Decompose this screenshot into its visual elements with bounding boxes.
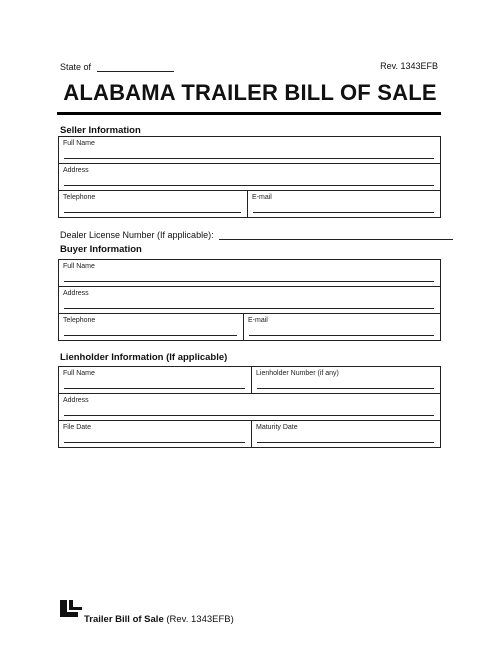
lienholder-maturity-date-field[interactable]	[252, 421, 441, 448]
seller-address-field[interactable]	[59, 164, 441, 191]
header-revision: Rev. 1343EFB	[380, 61, 438, 71]
lienholder-file-date-field[interactable]	[59, 421, 252, 448]
seller-email-field[interactable]	[248, 191, 441, 218]
state-blank[interactable]	[97, 61, 174, 72]
buyer-telephone-label: Telephone	[63, 317, 96, 324]
lienholder-maturity-date-label: Maturity Date	[256, 424, 298, 431]
lienholder-full-name-label: Full Name	[63, 370, 95, 377]
lienholder-file-date-label: File Date	[63, 424, 92, 431]
buyer-email-label: E-mail	[248, 317, 268, 324]
lienholder-full-name-field[interactable]	[59, 367, 252, 394]
buyer-full-name-field[interactable]	[59, 260, 441, 287]
lienholder-number-field[interactable]	[252, 367, 441, 394]
dealer-license-line	[60, 229, 453, 240]
footer-doc-name: Trailer Bill of Sale	[84, 614, 164, 625]
seller-full-name-field[interactable]	[59, 137, 441, 164]
buyer-table	[58, 259, 441, 341]
seller-telephone-label: Telephone	[63, 194, 96, 201]
lienholder-table	[58, 366, 441, 448]
buyer-email-field[interactable]	[244, 314, 441, 341]
footer	[84, 614, 234, 625]
legal-logo-icon	[60, 600, 82, 620]
lienholder-address-field[interactable]	[59, 394, 441, 421]
seller-section-label: Seller Information	[60, 125, 141, 136]
title-underline	[57, 112, 441, 115]
page-title: ALABAMA TRAILER BILL OF SALE	[63, 80, 437, 105]
lienholder-number-label: Lienholder Number (if any)	[256, 370, 339, 377]
seller-telephone-field[interactable]	[59, 191, 248, 218]
lienholder-section-label: Lienholder Information (If applicable)	[60, 352, 228, 363]
dealer-license-label: Dealer License Number (If applicable):	[60, 230, 214, 240]
seller-table	[58, 136, 441, 218]
buyer-address-label: Address	[63, 290, 89, 297]
seller-full-name-label: Full Name	[63, 140, 95, 147]
buyer-address-field[interactable]	[59, 287, 441, 314]
seller-email-label: E-mail	[252, 194, 272, 201]
buyer-telephone-field[interactable]	[59, 314, 244, 341]
state-line	[60, 61, 174, 72]
state-label: State of	[60, 62, 92, 72]
dealer-license-blank[interactable]	[219, 229, 453, 240]
seller-address-label: Address	[63, 167, 89, 174]
buyer-full-name-label: Full Name	[63, 263, 95, 270]
lienholder-address-label: Address	[63, 397, 89, 404]
footer-revision: (Rev. 1343EFB)	[166, 614, 234, 625]
buyer-section-label: Buyer Information	[60, 244, 142, 255]
